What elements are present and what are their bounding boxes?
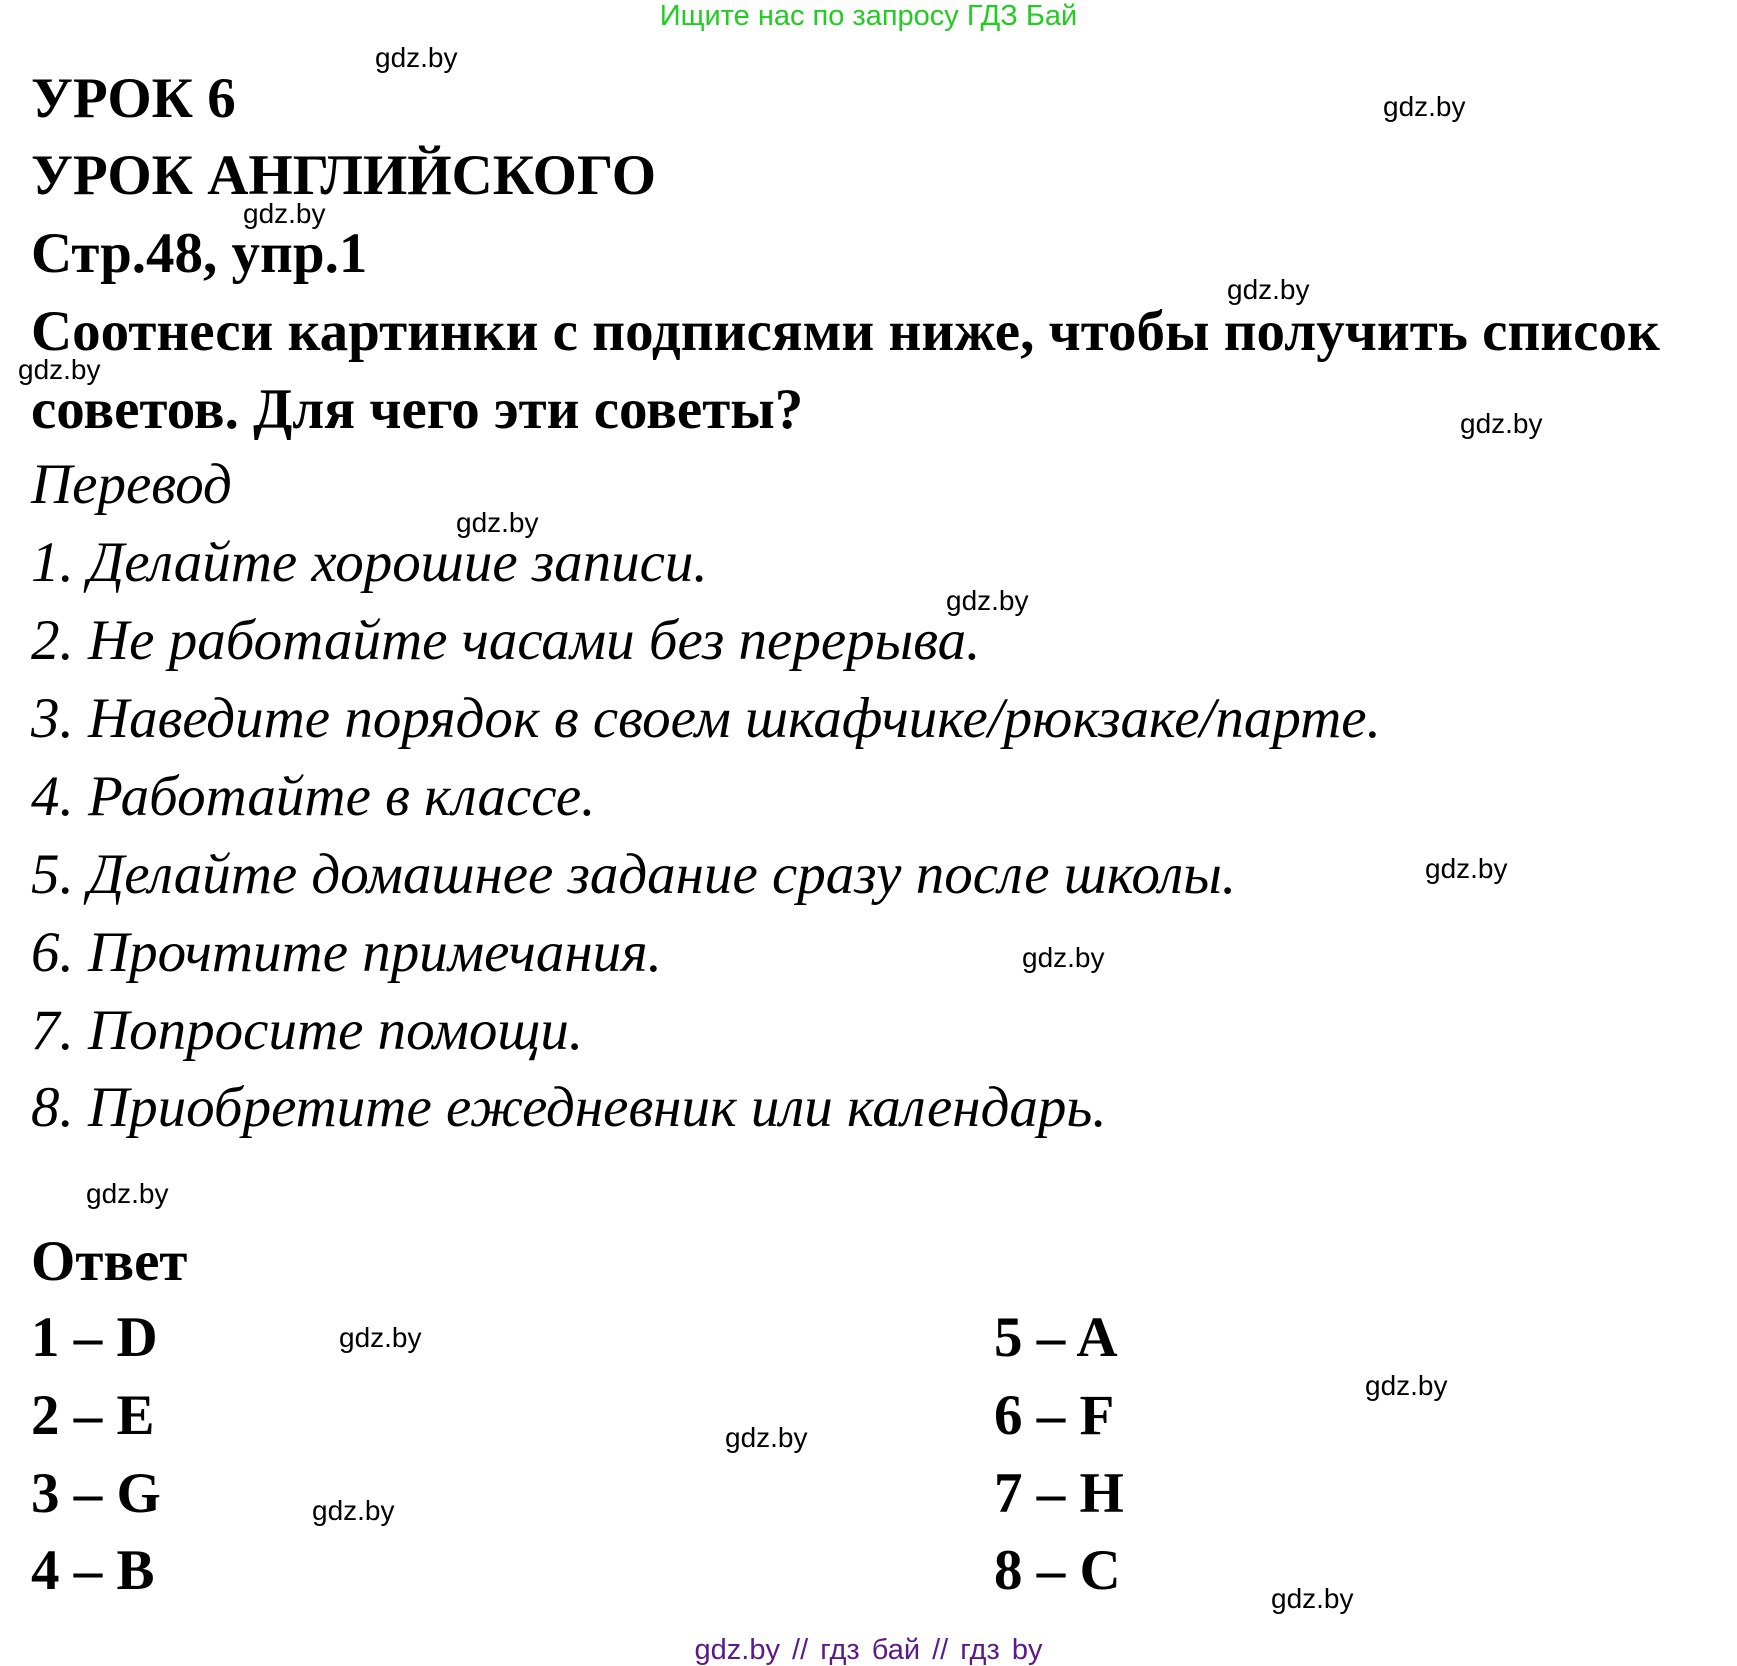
watermark: gdz.by bbox=[725, 1422, 808, 1453]
answer-heading: Ответ bbox=[31, 1230, 188, 1293]
translation-item: 8. Приобретите ежедневник или календарь. bbox=[31, 1076, 1107, 1139]
watermark: gdz.by bbox=[1425, 853, 1508, 884]
watermark: gdz.by bbox=[339, 1322, 422, 1353]
watermark: gdz.by bbox=[18, 354, 101, 385]
answer-item: 8 – C bbox=[994, 1539, 1121, 1602]
watermark: gdz.by bbox=[1022, 942, 1105, 973]
translation-heading: Перевод bbox=[31, 453, 232, 516]
translation-item: 2. Не работайте часами без перерыва. bbox=[31, 609, 981, 672]
lesson-title: УРОК АНГЛИЙСКОГО bbox=[31, 144, 657, 207]
watermark: gdz.by bbox=[1383, 91, 1466, 122]
watermark: gdz.by bbox=[1365, 1370, 1448, 1401]
answer-item: 6 – F bbox=[994, 1384, 1115, 1447]
answer-item: 2 – E bbox=[31, 1384, 155, 1447]
watermark: gdz.by bbox=[1227, 274, 1310, 305]
answer-item: 3 – G bbox=[31, 1462, 161, 1525]
task-text-line-1: Соотнеси картинки с подписями ниже, чтобы получить список bbox=[31, 300, 1660, 363]
watermark: gdz.by bbox=[86, 1178, 169, 1209]
translation-item: 3. Наведите порядок в своем шкафчике/рюкзаке/парте. bbox=[31, 687, 1381, 750]
answer-item: 4 – B bbox=[31, 1539, 155, 1602]
watermark: gdz.by bbox=[312, 1495, 395, 1526]
translation-item: 5. Делайте домашнее задание сразу после школы. bbox=[31, 843, 1237, 906]
search-banner: Ищите нас по запросу ГДЗ Бай bbox=[659, 0, 1078, 32]
exercise-reference: Стр.48, упр.1 bbox=[31, 222, 368, 285]
translation-item: 1. Делайте хорошие записи. bbox=[31, 531, 708, 594]
lesson-number: УРОК 6 bbox=[31, 67, 236, 130]
watermark: gdz.by bbox=[456, 507, 539, 538]
answer-item: 1 – D bbox=[31, 1306, 158, 1369]
translation-item: 4. Работайте в классе. bbox=[31, 765, 596, 828]
watermark: gdz.by bbox=[243, 198, 326, 229]
answer-item: 7 – H bbox=[994, 1462, 1124, 1525]
translation-item: 6. Прочтите примечания. bbox=[31, 921, 662, 984]
translation-item: 7. Попросите помощи. bbox=[31, 999, 584, 1062]
watermark: gdz.by bbox=[1460, 408, 1543, 439]
watermark: gdz.by bbox=[946, 585, 1029, 616]
answer-item: 5 – A bbox=[994, 1306, 1118, 1369]
watermark: gdz.by bbox=[1271, 1583, 1354, 1614]
footer-links: gdz.by // гдз бай // гдз by bbox=[694, 1634, 1043, 1666]
task-text-line-2: советов. Для чего эти советы? bbox=[31, 378, 804, 441]
watermark: gdz.by bbox=[375, 42, 458, 73]
